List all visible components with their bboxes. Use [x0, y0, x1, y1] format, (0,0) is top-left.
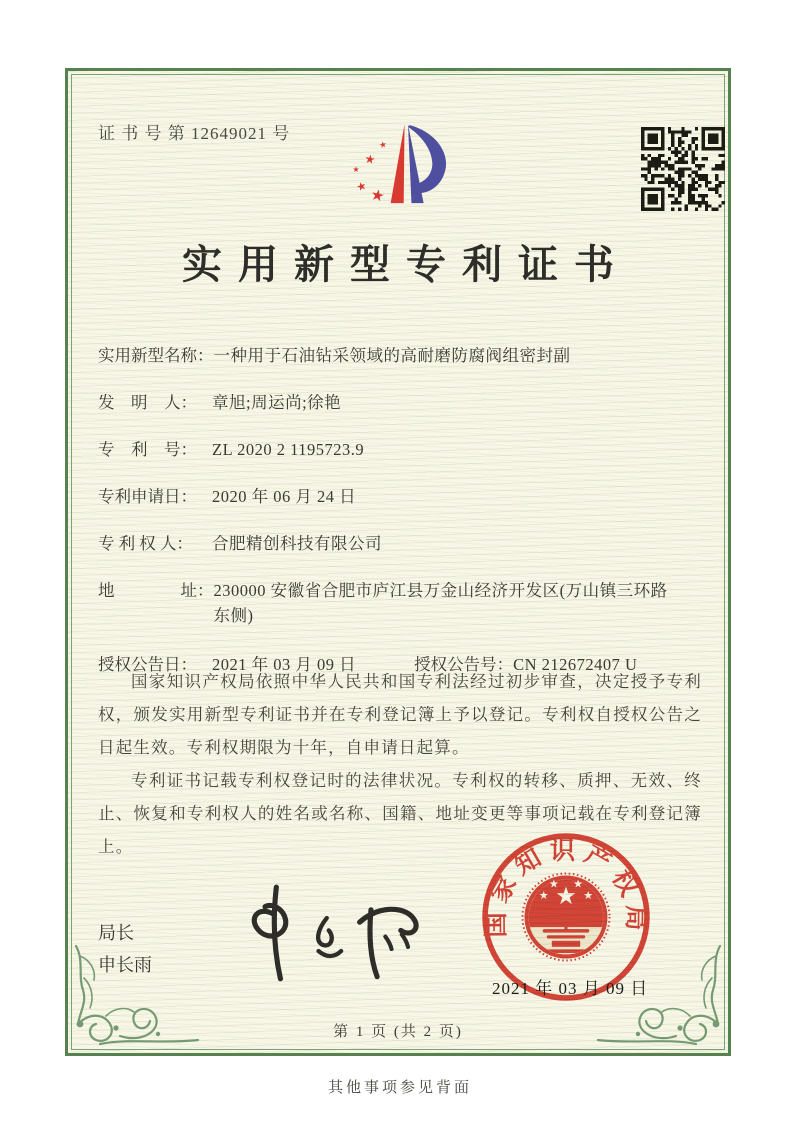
- svg-text:★: ★: [555, 880, 577, 910]
- svg-text:★: ★: [368, 185, 387, 206]
- svg-text:★: ★: [363, 151, 377, 168]
- svg-text:★: ★: [573, 877, 584, 891]
- field-value: 章旭;周运尚;徐艳: [212, 393, 342, 412]
- signer-title: 局长: [98, 923, 134, 943]
- svg-text:★: ★: [378, 139, 389, 152]
- field-label: 实用新型名称：: [98, 346, 214, 365]
- grant-number-label: 授权公告号：: [414, 655, 514, 674]
- svg-text:★: ★: [548, 877, 559, 891]
- field-value: 230000 安徽省合肥市庐江县万金山经济开发区(万山镇三环路东侧): [213, 581, 668, 625]
- legal-paragraph: 国家知识产权局依照中华人民共和国专利法经过初步审查，决定授予专利权，颁发实用新型专利证书并在专利登记簿上予以登记。专利权自授权公告之日起生效。专利权期限为十年，自申请日起算。: [98, 672, 702, 757]
- field-row-patentee: [98, 531, 702, 556]
- field-label: 专 利 号：: [98, 440, 197, 459]
- certificate-number: 证 书 号 第 12649021 号: [98, 124, 291, 143]
- page-indicator: 第 1 页 (共 2 页): [333, 1024, 463, 1040]
- back-note: 其他事项参见背面: [327, 1080, 472, 1096]
- grant-date-label: 授权公告日：: [98, 655, 197, 674]
- svg-text:★: ★: [354, 178, 369, 195]
- legal-paragraph: 专利证书记载专利权登记时的法律状况。专利权的转移、质押、无效、终止、恢复和专利权人的姓名或名称、国籍、地址变更等事项记载在专利登记簿上。: [98, 771, 702, 856]
- seal-date: 2021 年 03 月 09 日: [492, 979, 649, 998]
- grant-number-value: CN 212672407 U: [513, 655, 638, 674]
- field-label: 发 明 人：: [98, 393, 197, 412]
- field-row-utility-model-name: [98, 343, 702, 368]
- field-list: [98, 343, 702, 677]
- field-value: 合肥精创科技有限公司: [212, 534, 382, 553]
- seal-text: 国家知识产权局: [482, 837, 650, 938]
- field-row-inventors: [98, 390, 702, 415]
- signer-block: [98, 917, 152, 981]
- field-row-address: [98, 578, 702, 628]
- field-label: 专利申请日：: [98, 487, 197, 506]
- qr-code: [641, 127, 725, 211]
- field-label: 地 址：: [98, 581, 214, 600]
- certificate-frame: [65, 68, 731, 1056]
- national-emblem-icon: [522, 873, 609, 960]
- field-value: 一种用于石油钻采领域的高耐磨防腐阀组密封副: [213, 346, 571, 365]
- grant-date-value: 2021 年 03 月 09 日: [212, 655, 357, 674]
- signature-icon: [226, 879, 446, 987]
- certificate-title: 实用新型专利证书: [182, 242, 630, 287]
- field-value: ZL 2020 2 1195723.9: [212, 440, 365, 459]
- field-value: 2020 年 06 月 24 日: [212, 487, 357, 506]
- field-label: 专 利 权 人：: [98, 534, 193, 553]
- signer-name: 申长雨: [98, 955, 152, 975]
- svg-text:★: ★: [538, 888, 549, 902]
- svg-text:★: ★: [352, 164, 360, 174]
- svg-text:★: ★: [583, 888, 594, 902]
- cnipa-logo-icon: [338, 113, 478, 217]
- field-row-patent-number: [98, 437, 702, 462]
- field-row-filing-date: [98, 484, 702, 509]
